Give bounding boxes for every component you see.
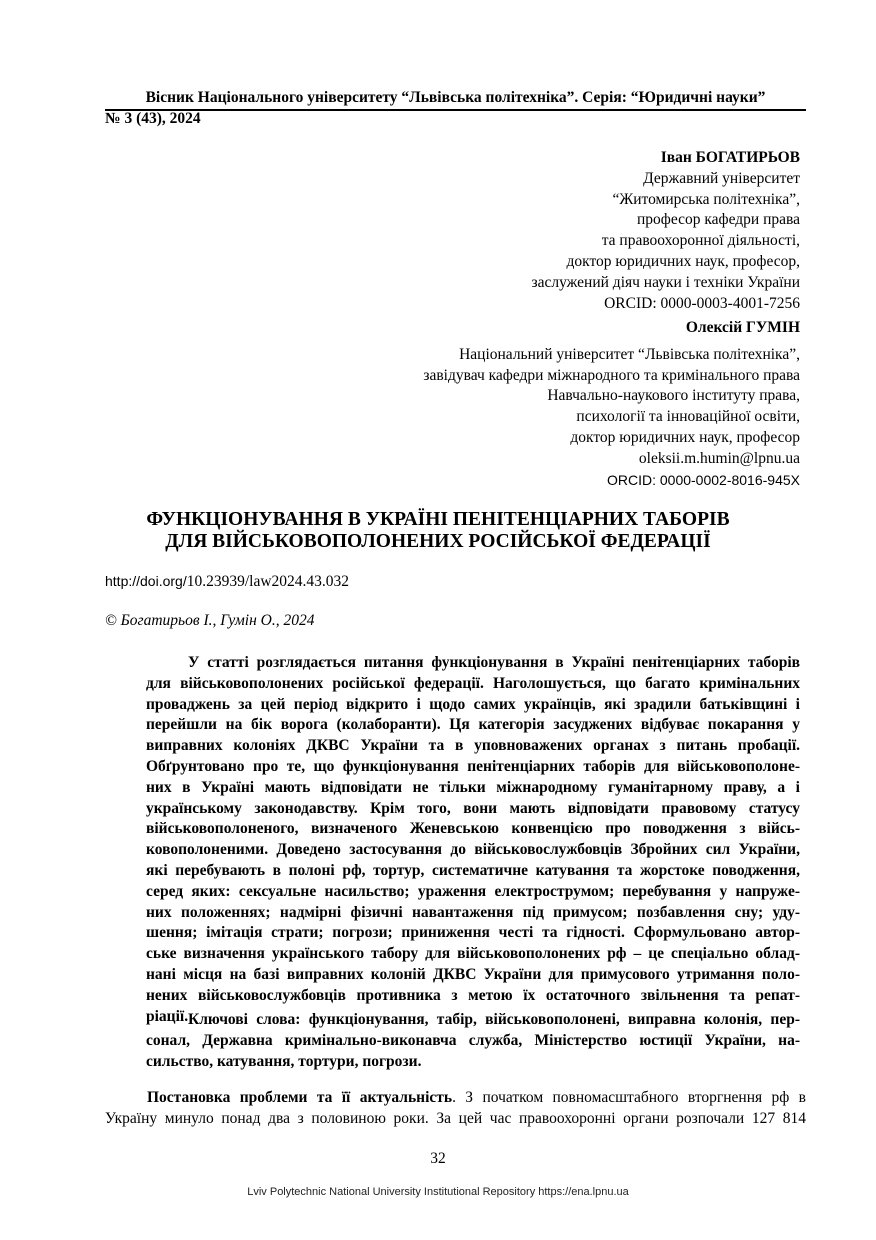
- abstract-line: них в Україні мають відповідати не тільки міжнародному гуманітарному праву, а і: [146, 778, 800, 796]
- doi-link[interactable]: [105, 573, 349, 591]
- abstract-line: них положеннях; надмірні фізичні навантаження під примусом; позбавлення сну; уду-: [146, 903, 800, 921]
- author-orcid[interactable]: ORCID: 0000-0002-8016-945X: [606, 471, 800, 488]
- abstract: [146, 653, 800, 1027]
- page-number: 32: [430, 1150, 446, 1167]
- abstract-line: ріації.: [146, 1007, 189, 1025]
- author-orcid[interactable]: ORCID: 0000-0003-4001-7256: [604, 294, 800, 312]
- author-degree-line: доктор юридичних наук, професор: [570, 428, 800, 446]
- author-block-2: [200, 318, 800, 490]
- article-title: [100, 509, 776, 553]
- keywords-line: сильство, катування, тортури, погрози.: [146, 1052, 422, 1070]
- section-line: Україну минуло понад два з половиною роки. За цей час правоохоронні органи розпочали 127 814: [105, 1109, 806, 1127]
- abstract-line: для військовополонених російської федерації. Наголошується, що багато кримінальних: [146, 674, 800, 692]
- abstract-line: нані місця на базі виправних колоній ДКВС України для примусового утримання поло-: [146, 965, 800, 983]
- abstract-line: перейшли на бік ворога (колаборанти). Ця категорія засуджених відбуває покарання у: [146, 716, 800, 734]
- section-problem-statement: [105, 1088, 806, 1130]
- keywords-line: сонал, Державна кримінально-виконавча служба, Міністерство юстиції України, на-: [146, 1031, 800, 1049]
- abstract-line: військовополоненого, визначеного Женевською конвенцією про поводження з війсь-: [146, 820, 800, 838]
- abstract-line: нених військовослужбовців противника з метою їх остаточного звільнення та репат-: [146, 986, 800, 1004]
- title-line: ФУНКЦІОНУВАННЯ В УКРАЇНІ ПЕНІТЕНЦІАРНИХ ТАБОРІВ: [146, 509, 730, 530]
- abstract-line: українському законодавству. Крім того, вони мають відповідати правовому статусу: [146, 799, 800, 817]
- abstract-line: шення; імітація страти; погрози; приниження честі та гідності. Сформульовано автор-: [146, 924, 800, 942]
- section-line: Постановка проблеми та її актуальність. З початком повномасштабного вторгнення рф в: [147, 1089, 806, 1106]
- title-line: ДЛЯ ВІЙСЬКОВОПОЛОНЕНИХ РОСІЙСЬКОЇ ФЕДЕРАЦІЇ: [165, 531, 711, 552]
- author-affiliation-line: Національний університет “Львівська політехніка”,: [459, 345, 800, 363]
- author-name: Іван БОГАТИРЬОВ: [660, 149, 800, 166]
- author-email[interactable]: oleksii.m.humin@lpnu.ua: [638, 449, 800, 467]
- author-affiliation-line: “Житомирська політехніка”,: [612, 190, 800, 208]
- abstract-line: проваджень за цей період відкрито і щодо самих українців, які зрадили батьківщині і: [146, 695, 800, 713]
- keywords: [146, 1010, 800, 1072]
- author-degree-line: доктор юридичних наук, професор,: [566, 252, 800, 270]
- doi-prefix: http://doi.org/: [105, 573, 187, 589]
- abstract-line: У статті розглядається питання функціонування в Україні пенітенціарних таборів: [188, 654, 800, 671]
- author-name: Олексій ГУМІН: [685, 319, 800, 336]
- abstract-line: виправних колоніях ДКВС України та в уповноважених органах з питань пробації.: [146, 737, 800, 755]
- section-heading: Постановка проблеми та її актуальність: [147, 1089, 453, 1106]
- author-title-line: заслужений діяч науки і техніки України: [531, 273, 800, 291]
- author-affiliation-line: Навчально-наукового інституту права,: [547, 387, 800, 405]
- author-affiliation-line: професор кафедри права: [637, 211, 800, 229]
- author-affiliation-line: психології та інноваційної освіти,: [576, 408, 800, 426]
- author-block-1: [200, 148, 800, 314]
- abstract-line: які перебувають в полоні рф, тортур, систематичне катування та жорстоке поводження,: [146, 861, 800, 879]
- issue-number: № 3 (43), 2024: [105, 110, 201, 127]
- author-affiliation-line: та правоохоронної діяльності,: [601, 232, 800, 250]
- author-affiliation-line: Державний університет: [643, 169, 800, 187]
- abstract-line: ське визначення українського табору для військовополонених рф – це спеціально облад-: [146, 945, 800, 963]
- copyright: © Богатирьов І., Гумін О., 2024: [105, 612, 315, 629]
- abstract-line: серед яких: сексуальне насильство; ураження електрострумом; перебування у напруже-: [146, 882, 800, 900]
- abstract-line: Обґрунтовано про те, що функціонування пенітенціарних таборів для військовополоне-: [146, 757, 800, 775]
- abstract-line: ковополоненими. Доведено застосування до військовослужбовців Збройних сил України,: [146, 841, 800, 859]
- repository-footer: Lviv Polytechnic National University Institutional Repository https://ena.lpnu.ua: [247, 1186, 629, 1198]
- author-affiliation-line: завідувач кафедри міжнародного та кримінального права: [423, 366, 800, 384]
- journal-header: Вісник Національного університету “Львівська політехніка”. Серія: “Юридичні науки”: [105, 88, 806, 111]
- doi-id: 10.23939/law2024.43.032: [186, 573, 350, 590]
- keywords-line: Ключові слова: функціонування, табір, військовополонені, виправна колонія, пер-: [188, 1011, 800, 1028]
